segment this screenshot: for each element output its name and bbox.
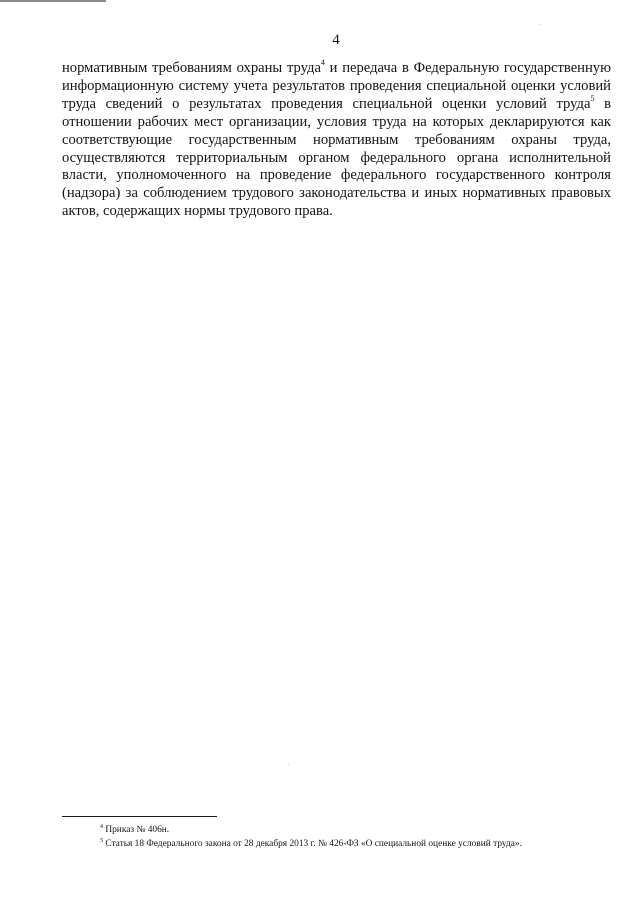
footnote-text: Приказ № 406н.: [103, 825, 170, 835]
body-paragraph: [62, 60, 611, 221]
scan-speck: [288, 764, 289, 765]
body-text-segment-2: и передача в Федеральную государственную информационную систему учета результатов проведения специальной оценки условий труда сведений о результатах проведения специальной оценки условий труда: [62, 60, 611, 112]
scan-speck: [540, 24, 541, 25]
body-text-segment-3: в отношении рабочих мест организации, условия труда на которых декларируются как соответствующие государственным нормативным требованиям охраны труда, осуществляются территориальным органом федерального органа исполнительной власти, уполномоченного на проведение федерального государственного контроля (надзора) за соблюдением трудового законодательства и иных нормативных правовых актов, содержащих нормы трудового права.: [62, 95, 611, 220]
scan-edge-mark: [0, 0, 106, 2]
footnotes: [100, 823, 620, 851]
footnote-mark: 4: [100, 823, 103, 830]
footnote-text: Статья 18 Федерального закона от 28 декабря 2013 г. № 426-ФЗ «О специальной оценке условий труда».: [103, 839, 522, 849]
footnote-ref-4: 4: [320, 58, 325, 68]
page-number: 4: [332, 32, 340, 48]
footnote-separator: [62, 816, 217, 817]
footnote-ref-5: 5: [590, 93, 595, 103]
footnote-mark: 5: [100, 837, 103, 844]
body-text-segment-1: нормативным требованиям охраны труда: [62, 60, 321, 76]
footnote-5: [100, 837, 620, 851]
footnote-4: [100, 823, 620, 837]
